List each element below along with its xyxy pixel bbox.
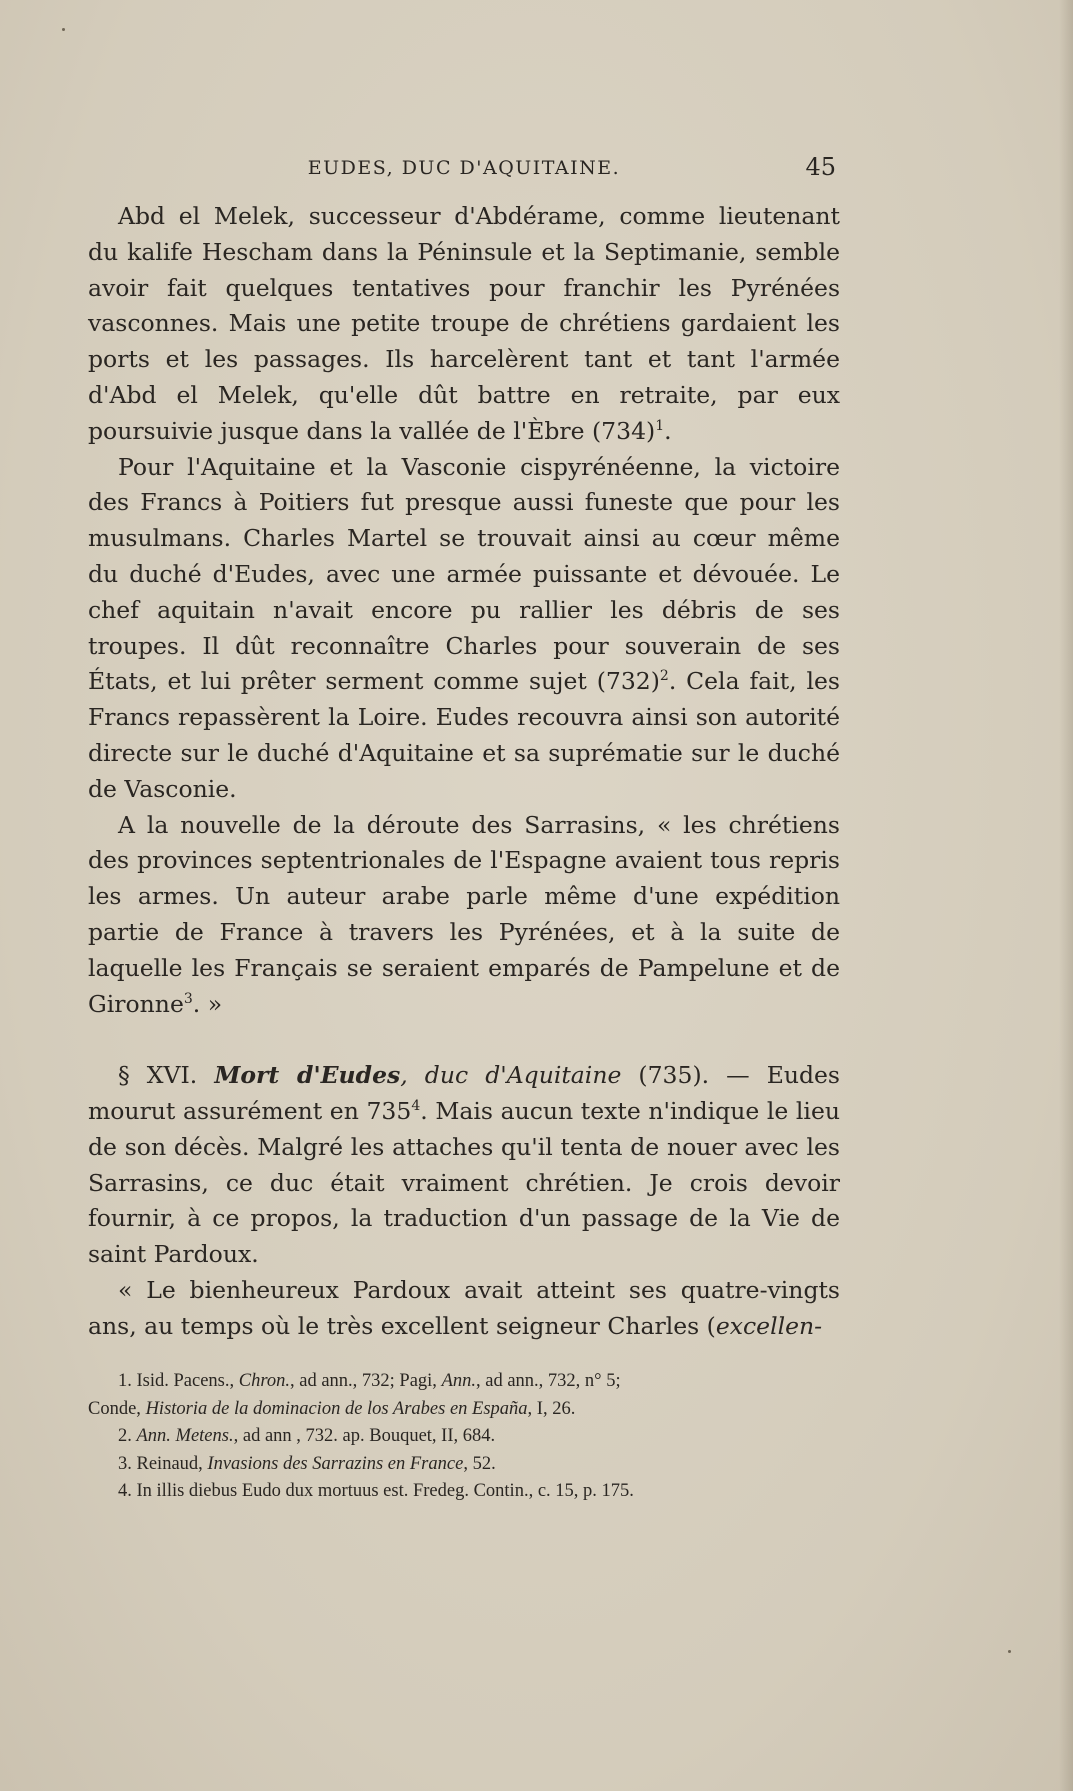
paragraph-text: Pour l'Aquitaine et la Vasconie cispyrénéenne, la victoire des Francs à Poitiers fut presque aussi funeste que pour les musulmans. Charles Martel se trouvait ainsi au cœur même du duché d'Eudes, avec une armée puissante et dévouée. Le chef aquitain n'avait encore pu rallier les débris de ses troupes. Il dût reconnaître Charles pour souverain de ses États, et lui prêter serment comme sujet (732): [88, 452, 840, 696]
footnote-1: [88, 1368, 840, 1396]
paragraph-text: .: [664, 416, 672, 445]
paragraph-text: A la nouvelle de la déroute des Sarrasins, « les chrétiens des provinces septentrionales de l'Espagne avaient tous repris les armes. Un auteur arabe parle même d'une expédition partie de France à travers les Pyrénées, et à la suite de laquelle les Français se seraient emparés de Pampelune et de Gironne: [88, 810, 840, 1018]
footnote-italic: Ann. Metens.: [136, 1426, 234, 1446]
footnote-text: 1. Isid. Pacens.,: [118, 1371, 239, 1391]
footnote-text: , I, 26.: [527, 1398, 576, 1419]
paragraph-text: « Le bienheureux Pardoux avait atteint ses quatre-vingts ans, au temps où le très excellent seigneur Charles (: [88, 1275, 840, 1340]
footnote-ref: 1: [655, 417, 665, 434]
section-paragraph: [88, 1058, 840, 1273]
section-title: Mort d'Eudes: [214, 1061, 401, 1090]
footnote-2: [88, 1423, 840, 1451]
page-header: [88, 151, 840, 185]
footnote-ref: 3: [183, 990, 193, 1007]
footnote-text: 2.: [118, 1426, 137, 1446]
running-title: EUDES, DUC D'AQUITAINE.: [307, 157, 621, 179]
footnote-italic: Invasions des Sarrazins en France: [207, 1453, 464, 1474]
footnote-italic: Historia de la dominacion de los Arabes en España: [145, 1398, 528, 1419]
page-edge-shadow: [1059, 0, 1073, 1791]
paragraph: [88, 199, 840, 450]
paragraph-text-italic: excellen-: [715, 1311, 823, 1340]
footnote-ref: 4: [411, 1098, 421, 1115]
paper-speck: [1008, 1650, 1011, 1653]
footnote-4: 4. In illis diebus Eudo dux mortuus est. Fredeg. Contin., c. 15, p. 175.: [118, 1481, 634, 1501]
paragraph-text: Abd el Melek, successeur d'Abdérame, comme lieutenant du kalife Hescham dans la Péninsule et la Septimanie, semble avoir fait quelques tentatives pour franchir les Pyrénées vasconnes. Mais une petite troupe de chrétiens gardaient les ports et les passages. Ils harcelèrent tant et tant l'armée d'Abd el Melek, qu'elle dût battre en retraite, par eux poursuivie jusque dans la vallée de l'Èbre (734): [88, 202, 840, 445]
footnote-text: , ad ann , 732. ap. Bouquet, II, 684.: [233, 1426, 496, 1446]
footnote-text: Conde,: [88, 1398, 146, 1419]
section-subtitle: duc d'Aquitaine: [424, 1061, 622, 1090]
footnote-italic: Chron.: [238, 1371, 290, 1391]
paragraph-text: . »: [192, 989, 223, 1018]
paragraph-text: (735). — Eudes mourut assurément en 735: [88, 1061, 840, 1125]
paragraph: [88, 808, 840, 1023]
main-text: [88, 199, 840, 1345]
section-number: § XVI.: [118, 1061, 198, 1090]
footnote-text: , 52.: [463, 1453, 496, 1474]
section-separator: ,: [400, 1061, 425, 1090]
footnote-text: 3. Reinaud,: [118, 1453, 208, 1474]
paragraph-text: . Cela fait, les Francs repassèrent la Loire. Eudes recouvra ainsi son autorité directe sur le duché d'Aquitaine et sa suprématie sur le duché de Vasconie.: [88, 667, 840, 803]
paragraph: [88, 1273, 840, 1345]
footnote-italic: Ann.: [441, 1371, 476, 1391]
footnote-text: , ad ann., 732; Pagi,: [289, 1371, 442, 1391]
footnote-1-continued: [88, 1396, 840, 1424]
page-number: 45: [805, 153, 836, 181]
footnote-text: , ad ann., 732, n° 5;: [476, 1371, 621, 1391]
footnotes: [88, 1368, 840, 1506]
paper-speck: [62, 28, 65, 31]
paragraph-text: . Mais aucun texte n'indique le lieu de son décès. Malgré les attaches qu'il tenta de nouer avec les Sarrasins, ce duc était vraiment chrétien. Je crois devoir fournir, à ce propos, la traduction d'un passage de la Vie de saint Pardoux.: [88, 1096, 840, 1269]
footnote-3: [88, 1451, 840, 1479]
footnote-ref: 2: [659, 668, 669, 685]
paragraph: [88, 450, 840, 808]
